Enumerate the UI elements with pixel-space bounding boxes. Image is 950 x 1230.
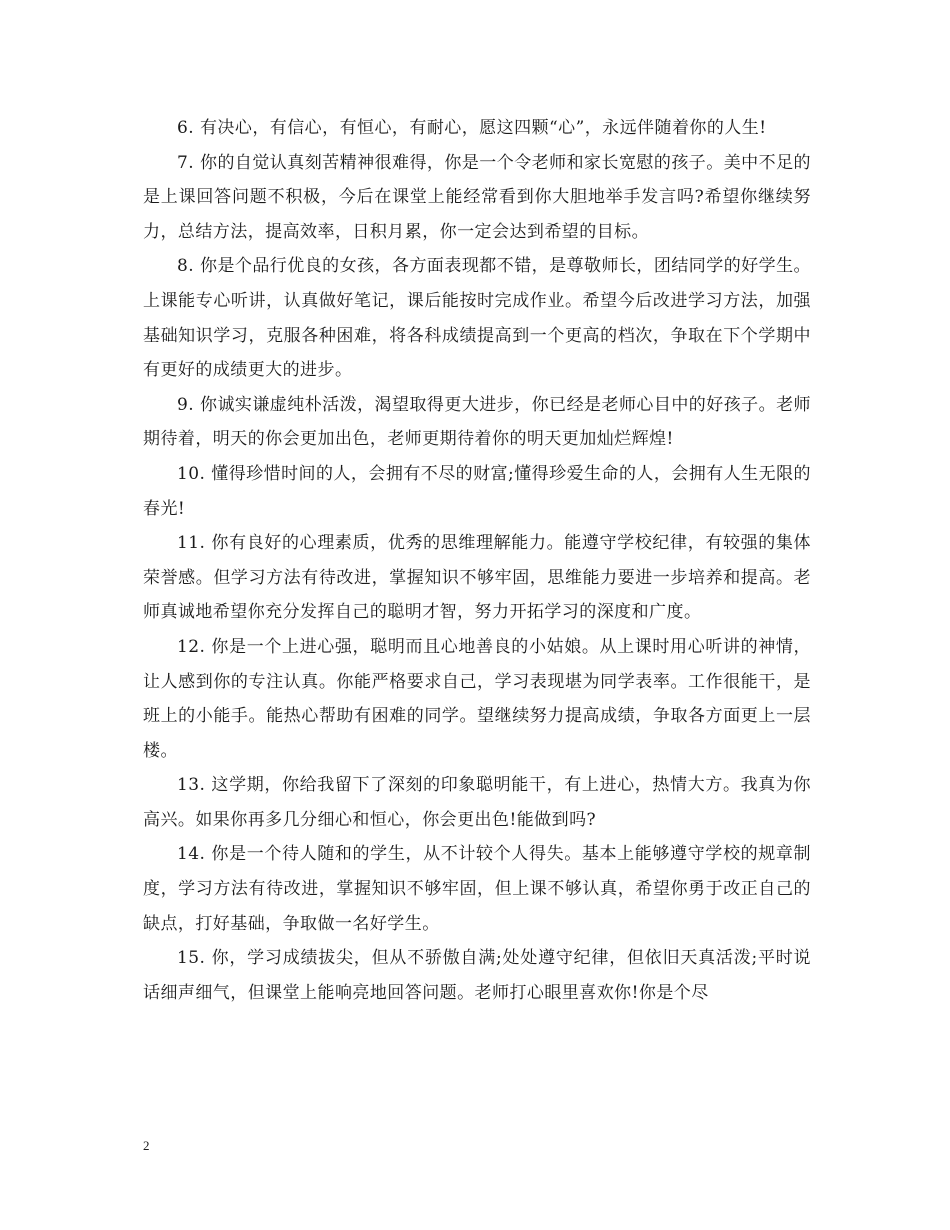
comment-paragraph-12: 12. 你是一个上进心强，聪明而且心地善良的小姑娘。从上课时用心听讲的神情，让人感到你的专注认真。你能严格要求自己，学习表现堪为同学表率。工作很能干，是班上的小能手。能热心帮助有困难的同学。望继续努力提高成绩，争取各方面更上一层楼。 bbox=[143, 636, 811, 761]
comment-paragraph-15: 15. 你，学习成绩拔尖，但从不骄傲自满;处处遵守纪律，但依旧天真活泼;平时说话细声细气，但课堂上能响亮地回答问题。老师打心眼里喜欢你!你是个尽 bbox=[143, 948, 811, 1003]
comment-paragraph-11: 11. 你有良好的心理素质，优秀的思维理解能力。能遵守学校纪律，有较强的集体荣誉感。但学习方法有待改进，掌握知识不够牢固，思维能力要进一步培养和提高。老师真诚地希望你充分发挥自己的聪明才智，努力开拓学习的深度和广度。 bbox=[143, 533, 811, 623]
comment-paragraph-7: 7. 你的自觉认真刻苦精神很难得，你是一个令老师和家长宽慰的孩子。美中不足的是上课回答问题不积极，今后在课堂上能经常看到你大胆地举手发言吗?希望你继续努力，总结方法，提高效率，日积月累，你一定会达到希望的目标。 bbox=[143, 152, 811, 242]
comment-paragraph-13: 13. 这学期，你给我留下了深刻的印象聪明能干，有上进心，热情大方。我真为你高兴。如果你再多几分细心和恒心，你会更出色!能做到吗? bbox=[143, 775, 811, 830]
document-body bbox=[143, 111, 811, 1010]
comment-paragraph-14: 14. 你是一个待人随和的学生，从不计较个人得失。基本上能够遵守学校的规章制度，学习方法有待改进，掌握知识不够牢固，但上课不够认真，希望你勇于改正自己的缺点，打好基础，争取做一名好学生。 bbox=[143, 844, 811, 934]
comment-paragraph-6: 6. 有决心，有信心，有恒心，有耐心，愿这四颗“心”，永远伴随着你的人生! bbox=[177, 118, 767, 138]
comment-paragraph-10: 10. 懂得珍惜时间的人，会拥有不尽的财富;懂得珍爱生命的人，会拥有人生无限的春光! bbox=[143, 463, 811, 519]
comment-paragraph-8: 8. 你是个品行优良的女孩，各方面表现都不错，是尊敬师长，团结同学的好学生。上课能专心听讲，认真做好笔记，课后能按时完成作业。希望今后改进学习方法，加强基础知识学习，克服各种困难，将各科成绩提高到一个更高的档次，争取在下个学期中有更好的成绩更大的进步。 bbox=[143, 256, 811, 381]
page-number: 2 bbox=[143, 1138, 150, 1153]
comment-paragraph-9: 9. 你诚实谦虚纯朴活泼，渴望取得更大进步，你已经是老师心目中的好孩子。老师期待着，明天的你会更加出色，老师更期待着你的明天更加灿烂辉煌! bbox=[143, 394, 811, 450]
